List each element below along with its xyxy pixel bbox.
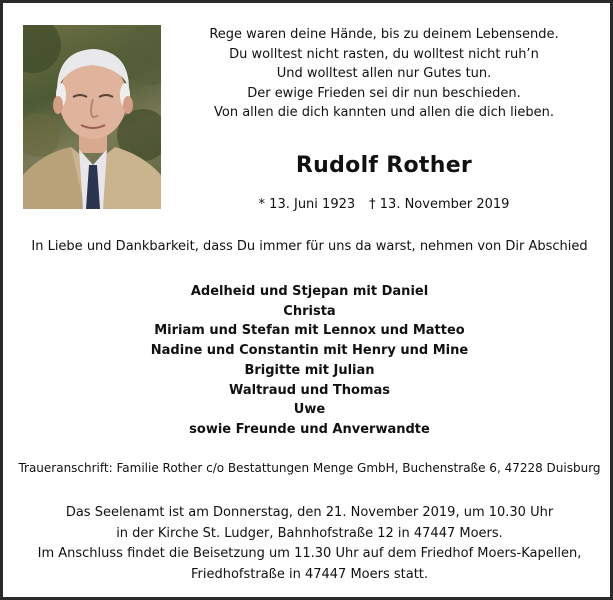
- death-date: † 13. November 2019: [369, 197, 510, 212]
- mourner-line: Waltraud und Thomas: [228, 382, 391, 398]
- portrait-photo: [23, 25, 161, 209]
- service-line: Friedhofstraße in 47447 Moers statt.: [190, 566, 429, 582]
- service-details: [3, 503, 613, 585]
- memorial-verse: [199, 25, 569, 123]
- service-line: Das Seelenamt ist am Donnerstag, den 21. November 2019, um 10.30 Uhr: [65, 505, 554, 520]
- mourner-line: Nadine und Constantin mit Henry und Mine: [150, 343, 469, 359]
- verse-line: Und wolltest allen nur Gutes tun.: [276, 66, 492, 82]
- mourner-line: Adelheid und Stjepan mit Daniel: [190, 284, 429, 299]
- service-line: Im Anschluss findet die Beisetzung um 11.30 Uhr auf dem Friedhof Moers-Kapellen,: [37, 546, 582, 561]
- deceased-name: Rudolf Rother: [295, 153, 473, 178]
- mourners-list: [3, 282, 613, 440]
- verse-line: Der ewige Frieden sei dir nun beschieden.: [247, 85, 521, 101]
- mourner-line: sowie Freunde und Anverwandte: [189, 421, 430, 437]
- service-line: in der Kirche St. Ludger, Bahnhofstraße 12 in 47447 Moers.: [116, 525, 503, 541]
- mourner-line: Miriam und Stefan mit Lennox und Matteo: [154, 323, 465, 339]
- verse-line: Du wolltest nicht rasten, du wolltest nicht ruh’n: [229, 46, 539, 62]
- birth-date: * 13. Juni 1923: [258, 197, 356, 212]
- farewell-intro: In Liebe und Dankbarkeit, dass Du immer für uns da warst, nehmen von Dir Abschied: [31, 239, 588, 254]
- mourner-line: Christa: [283, 303, 336, 319]
- verse-line: Rege waren deine Hände, bis zu deinem Lebensende.: [209, 27, 559, 42]
- life-dates: [199, 197, 569, 212]
- verse-line: Von allen die dich kannten und allen die dich lieben.: [214, 105, 554, 121]
- mourning-address: Traueranschrift: Familie Rother c/o Bestattungen Menge GmbH, Buchenstraße 6, 47228 Duisburg: [18, 461, 601, 475]
- mourner-line: Uwe: [293, 402, 326, 418]
- mourner-line: Brigitte mit Julian: [244, 362, 375, 378]
